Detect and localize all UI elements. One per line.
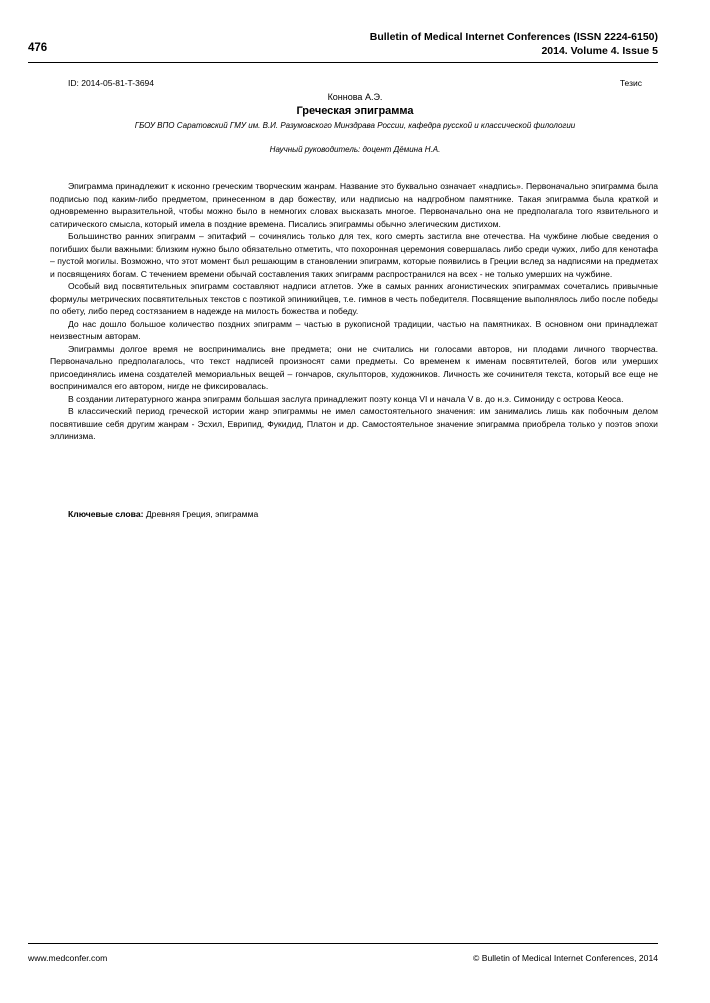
article-title: Греческая эпиграмма — [296, 105, 414, 117]
paragraph: Особый вид посвятительных эпиграмм составляют надписи атлетов. Уже в самых ранних агонистических эпиграммах сочетались привычные формулы метрических посвятительных текстов с поэтикой эпиникийцев, т.е. гимнов в честь победителя. Посвящение выполнялось либо после победы по обету, либо перед состязанием в надежде на милость божества и победу. — [50, 281, 658, 316]
paragraph: Эпиграмма принадлежит к исконно греческим творческим жанрам. Название это буквально означает «надпись». Первоначально эпиграмма была подписью под каким-либо предметом, принесенном в дар божеству, или надписью на надгробном памятнике. Такая эпиграмма была краткой и одновременно выразительной, чтобы можно было в немногих словах высказать многое. Первоначально она не предполагала того язвительного и сатирического смысла, который имела в поздние времена. Писались эпиграммы обычно элегическим дистихом. — [50, 181, 658, 229]
keywords-label: Ключевые слова: — [68, 509, 144, 519]
paragraph: В создании литературного жанра эпиграмм большая заслуга принадлежит поэту конца VI и начала V в. до н.э. Симониду с острова Кеоса. — [68, 393, 624, 404]
journal-issue: 2014. Volume 4. Issue 5 — [541, 45, 658, 57]
article-advisor: Научный руководитель: доцент Дёмина Н.А. — [269, 145, 441, 154]
paragraph: Эпиграммы долгое время не воспринимались вне предмета; они не считались ни голосами авторов, ни плодами личного творчества. Первоначально предполагалось, что текст надписей произносят сами предметы. Со временем к именам посвятителей, богов или умерших присоединялись имена создателей мемориальных вещей – гончаров, скульпторов, художников. Личность же сочинителя текста, который все еще не воспринимался его автором, нигде не фиксировалась. — [50, 343, 658, 391]
article-affiliation: ГБОУ ВПО Саратовский ГМУ им. В.И. Разумовского Минздрава России, кафедра русской и классической филологии — [134, 121, 576, 130]
article-type: Тезис — [619, 78, 642, 88]
footer-divider — [28, 943, 658, 944]
article-authors: Коннова А.Э. — [327, 92, 383, 102]
paragraph: Большинство ранних эпиграмм – эпитафий – сочинялись только для тех, кого смерть застигла вне отечества. На чужбине любые сведения о погибших были важными: близким нужно было обязательно отметить, что похоронная церемония совершалась либо среди чужих, либо для кенотафа – пустой могилы. Возможно, что этот момент был решающим в становлении эпиграмм, которые появились в Греции вслед за надписями на предметах и посвящениях богам. С течением времени обычай составления таких эпиграмм распространился на всех - не только умерших на чужбине. — [50, 231, 658, 279]
footer-copyright: © Bulletin of Medical Internet Conferences, 2014 — [473, 953, 658, 963]
journal-title: Bulletin of Medical Internet Conferences (ISSN 2224-6150) — [369, 31, 658, 43]
journal-header — [370, 30, 658, 58]
keywords-value: Древняя Греция, эпиграмма — [145, 509, 259, 519]
keywords — [68, 509, 258, 519]
article-id: ID: 2014-05-81-T-3694 — [68, 78, 154, 88]
page-number: 476 — [28, 42, 48, 54]
paragraph: До нас дошло большое количество поздних эпиграмм – частью в рукописной традиции, частью на памятниках. В основном они принадлежат неизвестным авторам. — [50, 318, 658, 341]
paragraph: В классический период греческой истории жанр эпиграммы не имел самостоятельного значения: им занимались лишь как побочным делом посвятившие себя другим жанрам - Эсхил, Еврипид, Фукидид, Платон и др. Самостоятельное значение эпиграмма приобрела только у поэтов эпохи эллинизма. — [50, 406, 658, 441]
header-divider — [28, 62, 658, 63]
footer-website-link[interactable]: www.medconfer.com — [28, 953, 108, 963]
article-body — [50, 180, 658, 443]
